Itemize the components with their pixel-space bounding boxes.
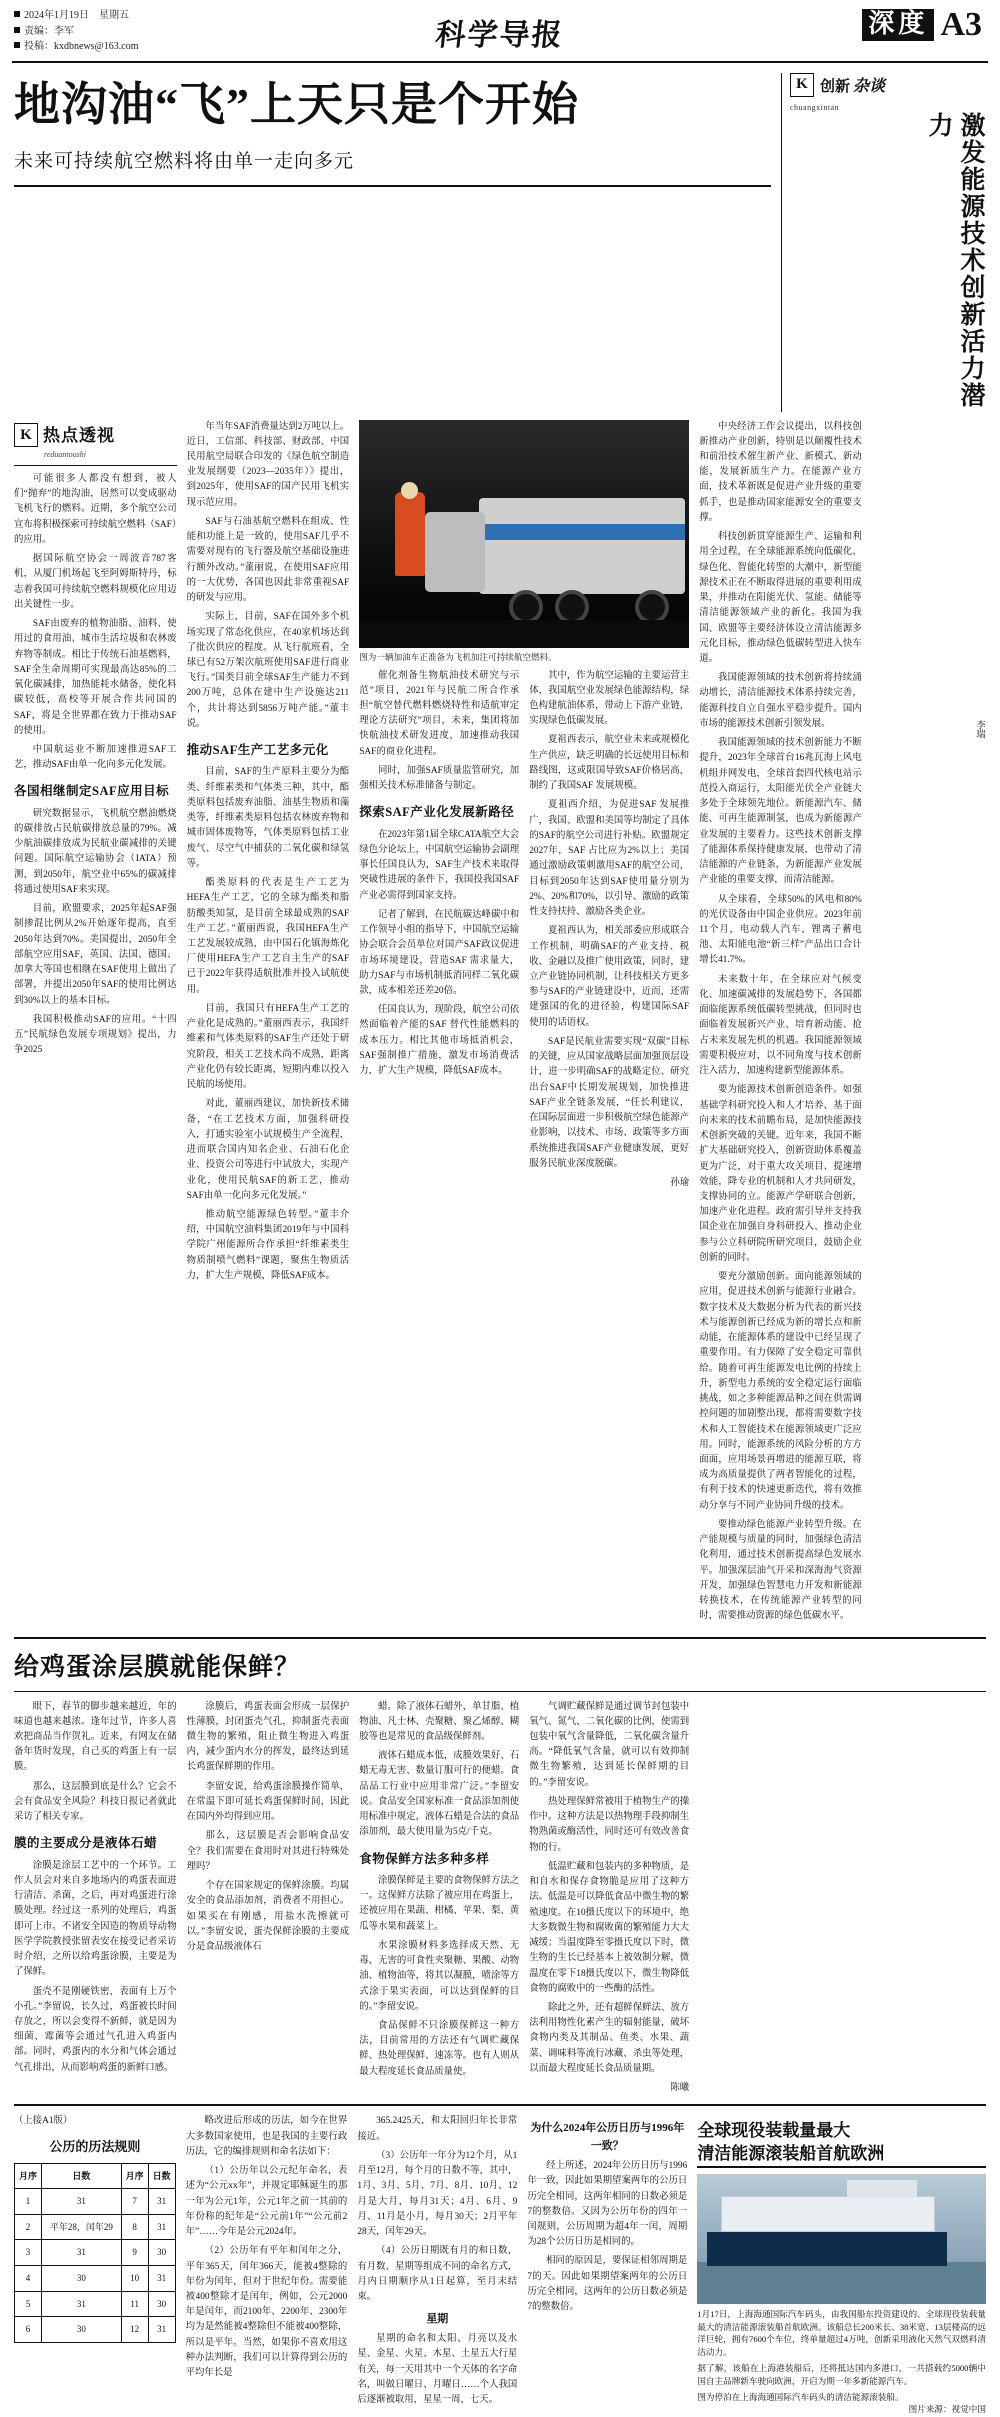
paragraph: 相同的原因是，要保证相邻周期是7的天。因此如果期望案两年的公历日历完全相同，这两年的公历日数必须是7的整数倍。 bbox=[527, 2256, 688, 2313]
column-header: 日数 bbox=[148, 2163, 175, 2189]
hotspot-label: 热点透视 bbox=[43, 425, 115, 445]
question-subheading: 为什么2024年公历日历与1996年一致？ bbox=[530, 2122, 685, 2153]
paragraph: 那么，这层膜是否会影响食品安全？我们需要在食用时对其进行特殊处理吗？ bbox=[186, 1831, 350, 1872]
photo-worker-head bbox=[401, 482, 418, 499]
paragraph: 气调贮藏保鲜是通过调节封包装中氧气、氮气、二氧化碳的比例，使需到包装中氧气含量降低，二氧化碳含量升高。“降低氧气含量，就可以有效抑制微生物繁殖，达到延长保鲜期的目的。”李留安说。 bbox=[529, 1701, 690, 1788]
egg-column-4 bbox=[699, 1700, 862, 2097]
paragraph: 365.2425天，和太阳回归年长非常接近。 bbox=[357, 2116, 518, 2142]
paragraph: 涂膜后，鸡蛋表面会形成一层保护性薄膜，封闭蛋壳气孔，抑制蛋壳表面微生物的繁殖，阻止微生物进入鸡蛋内，减少蛋内水分的挥发，最终达到延长鸡蛋保鲜期的作用。 bbox=[186, 1701, 350, 1773]
column-3 bbox=[359, 420, 689, 1629]
lead-body bbox=[0, 412, 1000, 1629]
paragraph: 我国能源领域的技术创新能力不断提升，2023年全球首台16兆瓦海上风电机组并网发电，全球首套四代核电站示范投入商运行，太阳能光伏全产业链大多处于全球领先地位。新能源汽车、储能、可再生能源制氢，也成为新能源产业发展的主要着力。这些技术创新支撑了能源体系保持健康发展，也带动了清洁能源的产业链条，为新能源产业发展产业能的重要支撑，而清洁能源。 bbox=[699, 738, 862, 886]
cell: 31 bbox=[148, 2266, 175, 2292]
paragraph: 夏祖西介绍，为促进SAF 发展推广，我国、欧盟和美国等均制定了具体的SAF的航空公司进行补贴。欧盟规定2027年，SAF 占比应为2%以上；美国通过激励政策刺激用SAF的航空公司，目标到2050年达到SAF使用量分别为2%、20%和70%，以引导、激励的政策性支持扶持、激励各类企业。 bbox=[529, 800, 690, 918]
paragraph: 星期的命名和太阳、月亮以及水星、金星、火星、木星、土星五大行星有关，每一天用其中一个天体的名字命名，叫做日曜日、月曜日……个人我国后逐渐被取用，星星一周，七天。 bbox=[357, 2334, 518, 2405]
paragraph: 李留安说，给鸡蛋涂膜操作简单，在常温下即可延长鸡蛋保鲜时间，因此在国内外均得到应用。 bbox=[186, 1781, 350, 1823]
table-row bbox=[15, 2291, 176, 2317]
calendar-column-2 bbox=[186, 2114, 348, 2385]
hotspot-pinyin: reduantoushi bbox=[44, 450, 86, 460]
egg-column-3 bbox=[359, 1700, 689, 2097]
opinion-column bbox=[781, 73, 986, 412]
paragraph: 食品保鲜不只涂膜保鲜这一种方法，目前常用的方法还有气调贮藏保鲜、热处理保鲜、速冻等。也有人则从最大程度延长食品质量使。 bbox=[359, 2021, 520, 2077]
subsection-heading: 探索SAF产业化发展新路径 bbox=[359, 805, 515, 820]
lead-header bbox=[0, 63, 1000, 412]
ship-headline-line1: 全球现役装载量最大 bbox=[697, 2121, 851, 2141]
cell: 平年28，闰年29 bbox=[41, 2214, 121, 2240]
continuation-note bbox=[14, 2114, 176, 2129]
paragraph: 低温贮藏和包装内的多种物质，是和自水和保存食物脆是应用了这种方法。低温是可以降低食品中微生物的繁殖速度。在10摄氏度以下的环境中，绝大多数微生物和腐败菌的繁殖能力大大减缓；当温度降至零摄氏度以下时，微生物的生长已经基本上被效制分解，微温度在零下18摄氏度以下，微生物降低食物的腐败中的一些酶的活性。 bbox=[529, 1861, 690, 1994]
paragraph: SAF是民航业需要实现“双碳”目标的关键，应从国家战略层面加强顶层设计，进一步明确SAF的战略定位、研究出台SAF中长期发展规划，加快推进SAF产业全链条发展，“任长利建议，在国际层面进一步积极航空绿色能源产业影响，以技术、市场、政策等多方面系统推进我国SAF产业健康发展，更好服务民航业深度脱碳。 bbox=[529, 1036, 690, 1169]
calendar-table-title: 公历的历法规则 bbox=[49, 2138, 141, 2154]
ship-superstructure bbox=[721, 2196, 935, 2232]
cell: 5 bbox=[15, 2291, 42, 2317]
headline-divider bbox=[14, 185, 771, 187]
paragraph: 据国际航空协会一周波音787客机，从厦门机场起飞至阿姆斯特丹，标志着我国可持续航空燃料规模化应用迈出关键性一步。 bbox=[14, 554, 177, 610]
calendar-column-1 bbox=[14, 2114, 176, 2342]
paragraph: 夏祖西表示，航空业未来或规模化生产供应，缺乏明确的长远使用目标和路线图，这或限国导致SAF价格居高，制约了我国SAF 发展规模。 bbox=[529, 735, 690, 792]
table-row bbox=[15, 2214, 176, 2240]
ship-caption: 1月17日，上海海通国际汽车码头，由我国船东投资建设的、全球现役装载量最大的清洁能源滚装船首航欧洲。该船总长200米长、38米宽、13层楼高的远洋巨轮，拥有7600个车位，终单量超过4万吨，创新采用液化天然气双燃料清洁动力。 bbox=[697, 2309, 986, 2357]
table-row bbox=[15, 2317, 176, 2343]
paragraph: 眼下，春节的脚步越来越近，年的味道也越来越浓。逢年过节，许多人喜欢把商品当作贺礼。近来，有网友在储备年货时发现，自己买的鸡蛋上有一层膜。 bbox=[14, 1701, 177, 1773]
paragraph: 要充分激励创新。面向能源领域的应用，促进技术创新与能源行业融合。数字技术及大数据分析为代表的新兴技术与能源创新已经成为新的增长点和新动能，在能源体系的建设中已经呈现了重要作用。有力保障了安全稳定可靠供给。随着可再生能源发电比例的持续上升，新型电力系统的安全稳定运行面临挑战，如之多种能源品种之间在供需调控问题的加剧整出现，都将需要数字技术和人工智能技术在能源领域更广泛应用。同时，能源系统的风险分析的方方面面，应用场景再增进的能源互联，将成为高质量提供了两者智能化的过程，有利于技术的快速更新迭代，将有效推动分享与不同产业协同升级的技术。 bbox=[699, 1272, 862, 1511]
cell: 8 bbox=[121, 2214, 148, 2240]
opinion-column-pinyin: chuangxintan bbox=[790, 102, 840, 112]
photo-wheel bbox=[635, 590, 669, 624]
paragraph: 目前，SAF的生产原料主要分为酯类、纤维素类和气体类三种，其中，酯类原料包括废弃油脂、油基生物质和藻类等，纤维素类原料包括农林废弃物和城市固体废物等，气体类原料包括工业废气、尽空气中捕获的二氧化碳和绿氢等。 bbox=[186, 767, 350, 869]
ship-headline bbox=[697, 2120, 986, 2166]
paragraph: 实际上，目前，SAF在国外多个机场实现了常态化供应，在40家机场达到了批次供应的程度。从飞行航班看，全球已有52万架次航班使用SAF进行商业飞行。”国类目前全球SAF生产能力不到200万吨，总体在建中生产设施达211个，共计将达到5856万吨产能。”董丰说。 bbox=[186, 612, 350, 729]
ship-bridge bbox=[847, 2180, 917, 2198]
ship-photo bbox=[697, 2174, 986, 2304]
table-row bbox=[15, 2240, 176, 2266]
paragraph: 推动航空能源绿色转型。”董丰介绍，中国航空油料集团2019年与中国科学院广州能源所合作承担“纤维素类生物质制喷气燃料”课题，聚焦生物质活力，扩大生产规模，降低SAF成本。 bbox=[186, 1210, 350, 1281]
paragraph: 要为能源技术创新创造条件。如强基础学科研究投入和人才培养、基于面向未来的技术前瞻布局，是加快能源技术创新突破的关键。近年来，我国不断扩大基础研究投入，创新资助体系覆盖更为广泛，对于重大攻关项目、提速增效能，降专业的机制和人才共同研发，支撑协同的立。能源产学研联合创新，加速产业化进程。政府需引导并支持我国企业在加强自身科研投入、推动企业参与公立科研院所研究项目，鼓励企业创新的同时。 bbox=[699, 1085, 862, 1263]
column-2 bbox=[187, 420, 350, 1629]
cell: 31 bbox=[148, 2317, 175, 2343]
egg-column-5 bbox=[872, 1700, 986, 2097]
paragraph: 我国能源领域的技术创新将持续涌动增长，清洁能源技术体系持续完善，能源科技自立自强水平稳步提升。国内市场的能源技术创新引领发展。 bbox=[699, 673, 862, 729]
hotspot-logo bbox=[14, 422, 177, 466]
paragraph: 可能很多人都没有想到，被人们“抛弃”的地沟油，居然可以变成驱动飞机飞行的燃料。近期，多个航空公司宣布将积极探索可持续航空燃料（SAF）的应用。 bbox=[14, 473, 177, 545]
paragraph: 酯类原料的代表是生产工艺为HEFA生产工艺，它的全球为酯类和脂肪酸类知氢，是目前全球最成熟的SAF生产工艺。”董丽西说，我国HEFA生产工艺发展较成熟，由中国石化镇海炼化厂使用HEFA生产工艺自主生产的SAF已于2022年获得适航批准并投入试航使用。 bbox=[186, 878, 350, 995]
cell: 30 bbox=[148, 2291, 175, 2317]
editor-name: 责编：李军 bbox=[24, 25, 74, 37]
column-header: 日数 bbox=[41, 2163, 121, 2189]
paragraph: 研究数据显示，飞机航空燃油燃烧的碳排放占民航碳排放总量的79%。减少航油碳排放成为民航业碳减排的关键问题。国际航空运输协会（IATA）预测，到2050年，航空业中65%的碳减排将通过使用SAF来实现。 bbox=[14, 808, 177, 895]
egg-body bbox=[0, 1692, 1000, 2097]
paragraph: 其中，作为航空运输的主要运营主体，我国航空业发展绿色能源结构，绿色构建航油体系，带动上下游产业链，实现绿色低碳发展。 bbox=[529, 670, 690, 727]
paragraph: 对此，董丽西建议，加快新技术储备，“在工艺技术方面，加强科研投入，打通实验室小试规模生产全流程，进而联合国内知名企业、石油石化企业、投资公司等进行中试放大，实现产业化，使用民航SAF的新工艺，推动SAF由单一化向多元化发展。” bbox=[186, 1099, 350, 1201]
cell: 11 bbox=[121, 2291, 148, 2317]
photo-tanker-stripe bbox=[479, 524, 685, 540]
paragraph: 水果涂膜材料多选择成天然、无毒、无害的可食性夹聚糖、果酸、动物油、植物油等，将其以凝膜，喷涂等方式涂于果实表面，可以达到保鲜的目的。”李留安说。 bbox=[359, 1940, 520, 2012]
paragraph: 要推动绿色能源产业转型升级。在产能规模与质量的同时，加强绿色清洁化利用，通过技术创新提高绿色发展水平。加强深层油气开采和深海海气资源开发，加强绿色智慧电力开发和新能源转换技术，在传统能源产业转型的同时，需要推动资源的绿色低碳水平。 bbox=[699, 1519, 862, 1622]
bullet-icon bbox=[14, 11, 20, 17]
cell: 7 bbox=[121, 2189, 148, 2215]
paragraph: 除此之外，还有超鲜保鲜法、放方法利用物性化素产生的辐射能量，破坏食物内类及其制品、鱼类、水果、蔬菜、调味料等流行冰藏、杀虫等处理，以而最大程度延长食品质量期。 bbox=[529, 2003, 690, 2074]
article-byline: 陈曦 bbox=[670, 2083, 690, 2094]
paragraph: 热处理保鲜常被用于植物生产的操作中。这种方法是以热物理手段抑制生物熟菌或酶活性，同时还可有效改善食物的行。 bbox=[529, 1796, 690, 1853]
photo-worker bbox=[395, 492, 425, 576]
column-header: 月序 bbox=[15, 2163, 42, 2189]
column-4 bbox=[699, 420, 862, 1629]
cell: 3 bbox=[15, 2240, 42, 2266]
submission-email: 投稿：kxdbnews@163.com bbox=[24, 41, 139, 52]
cell: 9 bbox=[121, 2240, 148, 2266]
photo-caption: 图为一辆加油车正准备为飞机加注可持续航空燃料。 bbox=[359, 651, 557, 662]
cell: 31 bbox=[41, 2189, 121, 2215]
cell: 30 bbox=[148, 2240, 175, 2266]
k-logo-icon: K bbox=[790, 73, 814, 97]
opinion-column-name: 创新 bbox=[820, 79, 851, 95]
subsection-heading: 食物保鲜方法多种多样 bbox=[359, 1851, 490, 1866]
photo-tanker-body bbox=[479, 498, 685, 594]
week-subheading: 星期 bbox=[426, 2313, 449, 2326]
paragraph: SAF与石油基航空燃料在组成、性能和功能上是一致的，使用SAF几乎不需要对现有的飞行器及航空基础设施进行额外改动。”董丽说，在使用SAF应用的一大优势，各国也因此非常重视SAF的研发与应用。 bbox=[186, 516, 350, 604]
paragraph: 科技创新贯穿能源生产、运输和利用全过程，在全球能源系统向低碳化、绿色化、智能化转型的大潮中，新型能源技术正在不断取得进展的重要利用成果，并推动在阳能光伏、氢能、储能等清洁能源领域产业的新化。我国为我国、欧盟等主要经济体设立清洁能源多元化目标，推动绿色低碳转型进入快车道。 bbox=[699, 532, 862, 665]
paragraph: （2）公历年有平年和闰年之分，平年365天，闰年366天，能被4整除的年份为闰年，但对于世纪年份。需要能被400整除才是闰年，例如，公元2000年是闰年，而2100年、2200年、2300年均为是然能被4整除但不能被400整除，所以是平年。当然，如果你不喜欢用这种办法判断，我们可以计算得到公历的平均年长是 bbox=[185, 2246, 348, 2379]
table-row bbox=[15, 2266, 176, 2292]
cell: 2 bbox=[15, 2214, 42, 2240]
k-logo-icon: K bbox=[14, 423, 38, 447]
paragraph: （3）公历年一年分为12个月，从1月至12月，每个月的日数不等，其中，1月、3月、5月、7月、8月、10月、12月是大月，每月31天；4月、6月、9月、11月是小月，每月30天；2月平年28天，闰年29天。 bbox=[357, 2150, 518, 2238]
ship-column bbox=[697, 2114, 986, 2417]
paragraph: 中国航运业不断加速推进SAF工艺，推动SAF由单一化向多元化发展。 bbox=[14, 744, 177, 771]
paragraph: 催化剂备生物航油技术研究与示范”项目，2021年与民航二所合作承担“航空替代燃料燃烧特性和适航审定理论方法研究”项目，未来，集团将加快航油技术研发进度，加速推动我国SAF的商业化进程。 bbox=[359, 670, 520, 757]
paragraph: 年当年SAF消费量达到2万吨以上。近日，工信部、科技部、财政部、中国民用航空局联合印发的《绿色航空制造业发展纲要（2023—2035年）》提出，到2025年，使用SAF的国产民用飞机实现示范应用。 bbox=[186, 421, 350, 508]
ship-caption-2: 据了解，该船在上海港装船后，还将抵达国内多港口，一共搭载约5000辆中国自主品牌新车驶向欧洲，开启为期一年多新能源汽车。 bbox=[697, 2363, 986, 2386]
section-indicator bbox=[862, 8, 986, 42]
table-header-row bbox=[15, 2163, 176, 2189]
paragraph: （4）公历日期既有月的和日数，有月数、星期等组成不同的命名方式，月内日期顺序从1日起算，至月末结束。 bbox=[357, 2246, 518, 2302]
continuation-label: （上接A1版） bbox=[14, 2116, 73, 2127]
paragraph: SAF由废弃的植物油脂、油料、使用过的食用油、城市生活垃圾和农林废弃物等制成。相比于传统石油基燃料，SAF全生命周期可实现最高达85%的二氧化碳减排，加热能耗水储备，使化料碳较低，高校等开展合作共同国的SAF，将是全世界都在致力于推动SAF的使用。 bbox=[14, 619, 177, 736]
photo-wheel bbox=[509, 590, 543, 624]
masthead bbox=[0, 0, 1000, 55]
paragraph: （1）公历年以公元纪年命名，表述为“公元xx年”，并规定耶稣诞生的那一年为公元1年，公元1年之前一其前的年份称的纪年是“公元前1年”“公元前2年”……今年是公元2024年。 bbox=[185, 2166, 348, 2238]
photo-wheel bbox=[555, 590, 589, 624]
paragraph: 个存在国家规定的保鲜涂膜。均属安全的食品添加剂，消费者不用担心。如果买在有刚感，用盐水洗擦就可以。”李留安说，蛋壳保鲜涂膜的主要成分是食品级液体石 bbox=[186, 1881, 350, 1953]
calendar-column-3 bbox=[357, 2114, 687, 2412]
opinion-column-name2: 杂谈 bbox=[853, 78, 886, 95]
paragraph: 我国积极推动SAF的应用。“十四五”民航绿色发展专项规划》提出，力争2025 bbox=[14, 1014, 177, 1056]
column-5 bbox=[872, 420, 986, 1629]
ship-headline-line2: 清洁能源滚装船首航欧洲 bbox=[697, 2144, 885, 2164]
paragraph: 任国良认为，现阶段，航空公司依然面临着产能的SAF 替代性能燃料的成本压力。相比其他市场抵消机会，SAF强制推广措施，激发市场消费活力，扩大生产规模，降低SAF成本。 bbox=[359, 1005, 520, 1077]
cell: 31 bbox=[148, 2214, 175, 2240]
paragraph: 经上所述，2024年公历日历与1996年一致，因此如果期望案两年的公历日历完全相同，这两年相同的日数必须是7的整数倍。又因为公历年份的四年一闰规则，公历周期为超4年一闰，周期为28个公历日历是相同的。 bbox=[527, 2161, 688, 2248]
paragraph: 夏祖西认为，相关部委应形成联合工作机制，明确SAF的产业支持、税收、金融以及推广使用政策，同时，建立产业链协同机制，让科技相关方更多参与SAF的产业链建设中，近而，还需建强国的化的进径验，构建国际SAF 使用的话语权。 bbox=[529, 926, 690, 1028]
cell: 4 bbox=[15, 2266, 42, 2292]
bullet-icon bbox=[14, 27, 20, 33]
publication-date: 2024年1月19日 星期五 bbox=[24, 10, 129, 21]
cell: 31 bbox=[148, 2189, 175, 2215]
egg-column-2 bbox=[187, 1700, 350, 2097]
article-byline: 孙瑜 bbox=[670, 1178, 690, 1189]
paragraph: 同时，加强SAF质量监管研究，加强相关技术标准储备与制定。 bbox=[359, 765, 520, 792]
ship-divider bbox=[697, 2166, 986, 2168]
paragraph: 涂膜保鲜是主要的食物保鲜方法之一。这保鲜方法除了被应用在鸡蛋上，还被应用在果蔬、柑橘、苹果、梨、黄瓜等水果和蔬菜上。 bbox=[359, 1875, 520, 1932]
paragraph: 未来数十年，在全球应对气候变化、加速碳减排的发展趋势下，各国都面临能源系统低碳转型挑战，但同时也面临着发展新兴产业、培育新动能、抢占未来发展先机的机遇。我国能源领域需要积极应对，以不同角度与技术创新注入活力，加速构建新型能源体系。 bbox=[699, 974, 862, 1077]
cell: 1 bbox=[15, 2189, 42, 2215]
photo-credit: 图片来源：视觉中国 bbox=[908, 2404, 986, 2415]
cell: 30 bbox=[41, 2317, 121, 2343]
paragraph: 在2023年第1届全球CATA航空大会绿色分论坛上，中国航空运输协会副理事长任国良认为，SAF生产技术来取得突破性进展的条件下，我国投我国SAF产业必需得到国家支持。 bbox=[359, 829, 520, 901]
cell: 30 bbox=[41, 2266, 121, 2292]
subsection-heading: 各国相继制定SAF应用目标 bbox=[14, 784, 170, 799]
hotspot-divider bbox=[14, 465, 177, 466]
egg-headline: 给鸡蛋涂层膜就能保鲜？ bbox=[14, 1653, 301, 1681]
opinion-brand bbox=[790, 73, 986, 97]
column-1 bbox=[14, 420, 177, 1629]
paragraph: 目前，欧盟要求，2025年起SAF强制掺混比例从2%开始逐年提高，直至2050年达到70%。美国提出，2050年全部航空应用SAF，英国、法国、德国、加拿大等国也相继在SAF使用上做出了部署，并提出2050年SAF的使用比例达到30%以上的基本目标。 bbox=[14, 904, 177, 1006]
paragraph: 蜡。除了液体石蜡外，单甘脂、植物油、凡士林、壳聚糖、聚乙烯醇、糊胶等也是常见的食品级保鲜剂。 bbox=[359, 1701, 520, 1743]
egg-column-1 bbox=[14, 1700, 177, 2097]
table-row bbox=[15, 2189, 176, 2215]
paragraph: 那么，这层膜到底是什么？它会不会有食品安全风险？科技日报记者就此采访了相关专家。 bbox=[14, 1781, 177, 1823]
ship-hull bbox=[707, 2232, 947, 2266]
photo-truck-cab bbox=[425, 512, 485, 592]
masthead-info bbox=[14, 8, 138, 55]
paragraph: 涂膜是涂层工艺中的一个环节。工作人员会对来自多地场内的鸡蛋表面进行清洁、杀菌，之后，再对鸡蛋进行涂膜处理。经过这一系列的处理后，鸡蛋即可上市。不诸安全因造的物质导动物医学学院教授张留表安在接受记者采访时介绍，之所以给鸡蛋涂膜，主要是为了保鲜。 bbox=[14, 1860, 177, 1978]
newspaper-title: 科学导报 bbox=[434, 19, 566, 52]
lead-headline: 地沟油“飞”上天只是个开始 bbox=[14, 78, 579, 130]
opinion-author: 李瑞 bbox=[973, 719, 984, 739]
bullet-icon bbox=[14, 42, 20, 48]
cell: 12 bbox=[121, 2317, 148, 2343]
paragraph: 略改进后形成的历法，如今在世界大多数国家使用，也是我国的主要行政历法，它的编排规则和命名法如下： bbox=[185, 2116, 348, 2157]
column-header: 月序 bbox=[121, 2163, 148, 2189]
subsection-heading: 推动SAF生产工艺多元化 bbox=[186, 743, 329, 758]
section-label: 深度 bbox=[862, 9, 934, 41]
lead-photo bbox=[359, 420, 689, 648]
cell: 31 bbox=[41, 2240, 121, 2266]
lead-subheadline: 未来可持续航空燃料将由单一走向多元 bbox=[14, 151, 355, 173]
bottom-body bbox=[0, 2106, 1000, 2417]
cell: 6 bbox=[15, 2317, 42, 2343]
photo-ground bbox=[359, 620, 689, 648]
opinion-vertical-title: 激发能源技术创新活力潜力 bbox=[925, 111, 984, 409]
ship-photo-caption: 图为停泊在上海海通国际汽车码头的清洁能源滚装船。 bbox=[697, 2392, 904, 2402]
paragraph: 蛋壳不是刚硬铁密，表面有上万个小孔。”李留说，长久过，鸡蛋被长时间存放之，所以会变得不新鲜，就是因为细菌、霉菌等会通过气孔进入鸡蛋内部。同时，鸡蛋内的水分和气体会通过气孔排出，从而影响鸡蛋的新鲜口感。 bbox=[14, 1986, 177, 2073]
cell: 31 bbox=[41, 2291, 121, 2317]
subsection-heading: 膜的主要成分是液体石蜡 bbox=[14, 1836, 158, 1851]
lead-header-main bbox=[14, 73, 771, 412]
paragraph: 记者了解到，在民航碳达峰碳中和工作领导小组的指导下，中国航空运输协会联合会员单位对国产SAF政议促进市场环境建设，营造SAF 需求量大，助力SAF与市场机制抵消同样二氧化碳款，成本相差还差20倍。 bbox=[359, 909, 520, 996]
paragraph: 液体石蜡成本低，成膜效果好、石蜡无毒无害、数量订服可行的便蜡。食品品工行业中应用非常广泛。”李留安说。食品安全国家标准一食品添加剂使用标准中规定，液体石蜡是合法的食品添加剂，最大使用量为5克/千克。 bbox=[359, 1751, 520, 1838]
cell: 10 bbox=[121, 2266, 148, 2292]
masthead-logo bbox=[138, 8, 862, 54]
paragraph: 目前，我国只有HEFA生产工艺的产业化是成熟的。”董丽西表示，我国纤维素和气体类原料的SAF生产还处于研究阶段，相关工艺技术尚不成熟，距离产业化仍有较长距离，短期内难以投入民航的场使用。 bbox=[186, 1003, 350, 1091]
calendar-table bbox=[14, 2163, 176, 2343]
ship-photo-sea bbox=[697, 2262, 986, 2304]
paragraph: 从全球看，全球50%的风电和80%的光伏设备由中国企业供应。2023年前11个月，电动载人汽车、锂离子蓄电池、太阳能电池“新三样”产品出口合计增长41.7%。 bbox=[699, 894, 862, 966]
paragraph: 中央经济工作会议提出，以科技创新推动产业创新，特别是以颠覆性技术和前沿技术催生新产业、新模式、新动能，发展新质生产力。在能源产业方面，技术革新既是促进产业升级的重要抓手，也是推动国家能源安全的重要支撑。 bbox=[699, 421, 862, 523]
page-number: A3 bbox=[940, 6, 982, 43]
